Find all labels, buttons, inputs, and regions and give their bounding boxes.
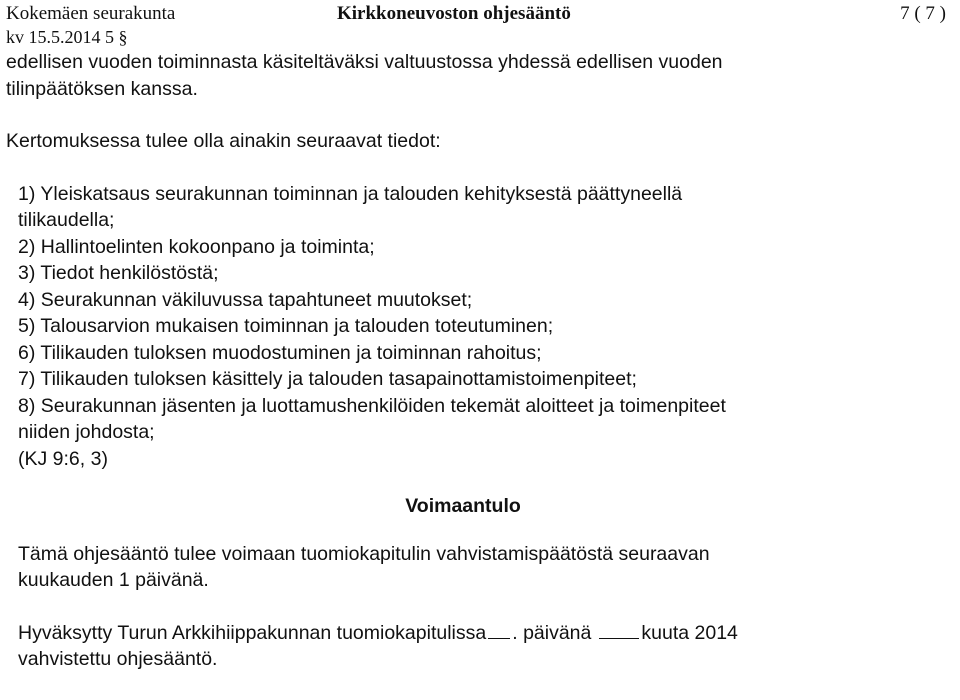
list-item: 6) Tilikauden tuloksen muodostuminen ja toiminnan rahoitus; (18, 341, 542, 364)
page-header (6, 0, 946, 50)
approval-month-blank (599, 622, 639, 639)
organization-name: Kokemäen seurakunta (6, 3, 176, 24)
approval-text-2: . päivänä (512, 621, 592, 644)
header-date-line: kv 15.5.2014 5 § (6, 27, 128, 47)
approval-text-3: kuuta 2014 (641, 621, 738, 644)
list-item: 4) Seurakunnan väkiluvussa tapahtuneet muutokset; (18, 288, 473, 311)
list-item: 2) Hallintoelinten kokoonpano ja toiminta; (18, 235, 375, 258)
list-item: 5) Talousarvion mukaisen toiminnan ja talouden toteutuminen; (18, 315, 554, 337)
list-item: 1) Yleiskatsaus seurakunnan toiminnan ja talouden kehityksestä päättyneellä (18, 182, 683, 205)
document-title: Kirkkoneuvoston ohjesääntö (337, 3, 571, 24)
approval-day-blank (488, 622, 510, 639)
intro-line-1: edellisen vuoden toiminnasta käsiteltäväksi valtuustossa yhdessä edellisen vuoden (6, 51, 723, 73)
intro-line-2: tilinpäätöksen kanssa. (6, 77, 198, 100)
document-body (6, 49, 950, 673)
spacer (6, 102, 950, 128)
report-lead: Kertomuksessa tulee olla ainakin seuraavat tiedot: (6, 130, 441, 152)
spacer (6, 155, 950, 181)
effective-line-1: Tämä ohjesääntö tulee voimaan tuomiokapitulin vahvistamispäätöstä seuraavan (18, 542, 710, 565)
list-item: niiden johdosta; (18, 421, 155, 443)
spacer (6, 594, 950, 620)
report-items-list (6, 181, 950, 473)
effective-line-2: kuukauden 1 päivänä. (18, 569, 209, 591)
list-item: 7) Tilikauden tuloksen käsittely ja talouden tasapainottamistoimenpiteet; (18, 368, 637, 390)
approval-line-1 (6, 620, 950, 647)
page-number: 7 ( 7 ) (900, 3, 946, 24)
list-item: 3) Tiedot henkilöstöstä; (18, 262, 219, 284)
section-heading: Voimaantulo (405, 495, 521, 517)
list-item: tilikaudella; (18, 209, 115, 231)
approval-text-1: Hyväksytty Turun Arkkihiippakunnan tuomiokapitulissa (18, 621, 487, 644)
list-item: (KJ 9:6, 3) (18, 447, 108, 470)
approval-line-2: vahvistettu ohjesääntö. (18, 648, 218, 670)
list-item: 8) Seurakunnan jäsenten ja luottamushenkilöiden tekemät aloitteet ja toimenpiteet (18, 394, 726, 417)
